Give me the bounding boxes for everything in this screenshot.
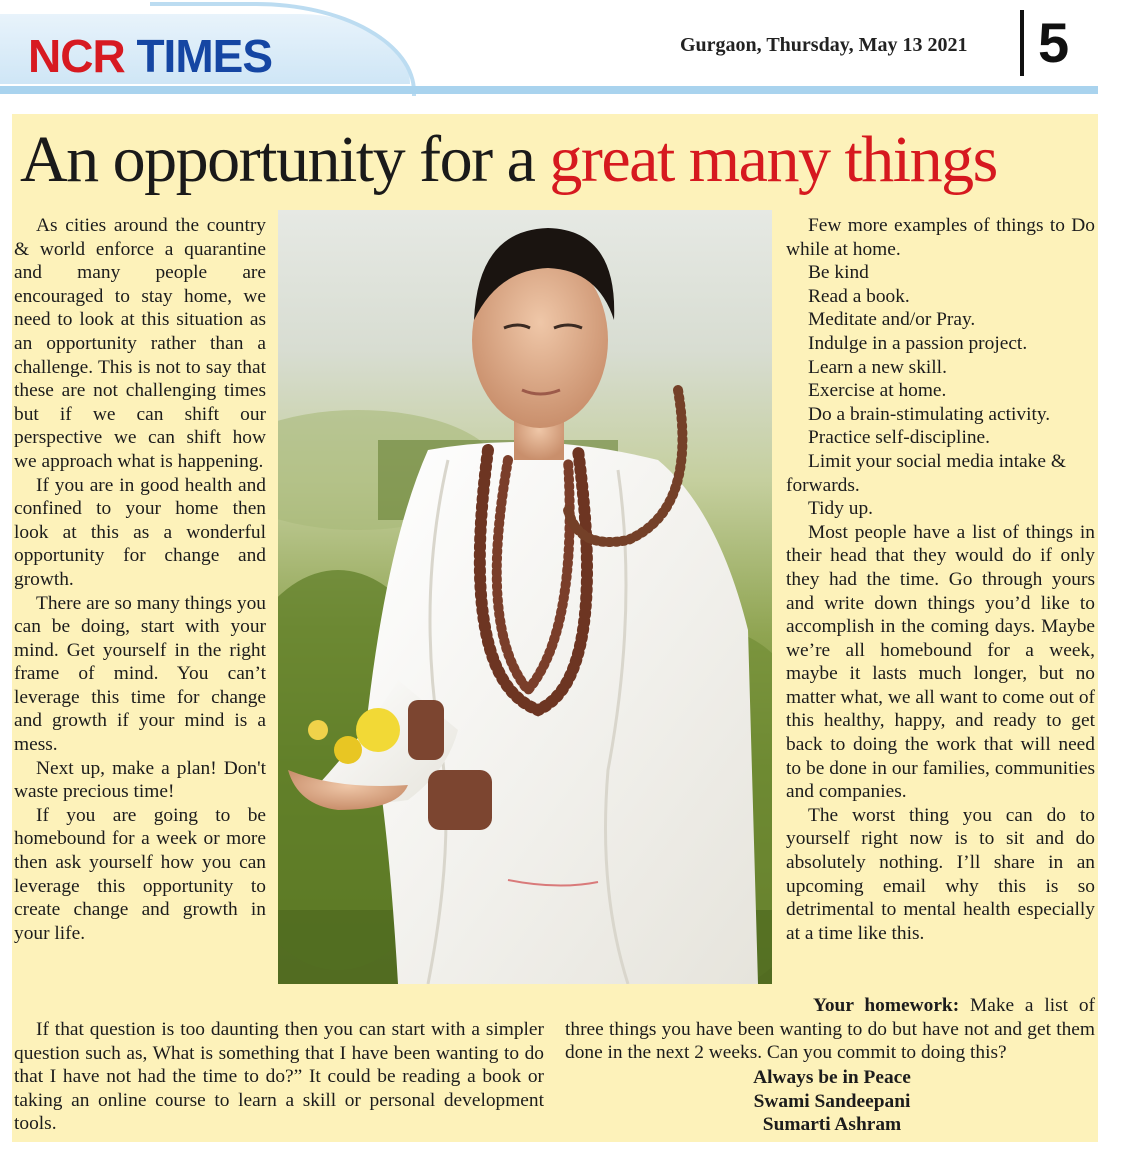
masthead (0, 0, 1124, 100)
right-column (786, 214, 1095, 945)
logo-ncr: NCR (28, 30, 125, 82)
paragraph: The worst thing you can do to yourself right now is to sit and do absolutely nothing. I’ll share in an upcoming email why this is so detrimental to mental health especially at a time like this. (786, 804, 1095, 944)
paragraph: As cities around the country & world enforce a quarantine and many people are encouraged to stay home, we need to look at this situation as an opportunity rather than a challenge. This is not to say that these are not challenging times but if we can shift our perspective we can shift how we approach what is happening. (14, 215, 266, 472)
header-rule (0, 86, 1098, 94)
list-item: Be kind (808, 262, 869, 284)
paragraph: Most people have a list of things in their head that they would do if only they had the time. Go through yours and write down things you’d like to accomplish in the coming days. Maybe we’re all homebound for a week, maybe it lasts much longer, but no matter what, we all want to come out of this healthy, happy, and ready to get back to doing the work that will need to be done in our families, communities and companies. (786, 521, 1095, 803)
paragraph: If you are in good health and confined to your home then look at this as a wonderful opportunity for change and growth. (14, 474, 266, 590)
homework-paragraph (565, 994, 1095, 1065)
list-item: Exercise at home. (808, 380, 947, 402)
headline-red: great many things (549, 123, 997, 196)
list-item: Tidy up. (808, 498, 874, 520)
list-item: Learn a new skill. (808, 356, 947, 378)
list-item: Meditate and/or Pray. (808, 309, 976, 331)
list-item: Read a book. (808, 285, 910, 307)
signature-line: Always be in Peace (753, 1067, 911, 1088)
list-item: Practice self-discipline. (808, 427, 990, 449)
newspaper-logo (28, 28, 272, 84)
paragraph: If you are going to be homebound for a week or more then ask yourself how you can leverage this opportunity to create change and growth in your life. (14, 804, 266, 944)
list-item: Limit your social media intake & forwards. (786, 450, 1066, 496)
paragraph: If that question is too daunting then you can start with a simpler question such as, What is something that I have been wanting to do that I have not had the time to do?” It could be reading a book or taking an online course to learn a skill or personal development tools. (14, 1019, 544, 1135)
headline (20, 118, 997, 202)
signature-place: Sumarti Ashram (762, 1114, 902, 1136)
header-divider (1020, 10, 1024, 76)
homework-text: Make a list of three things you have been wanting to do but have not and get them done in the next 2 weeks. Can you commit to doing this? (565, 995, 1095, 1064)
list-item: Do a brain-stimulating activity. (808, 403, 1051, 425)
logo-times: TIMES (124, 30, 273, 82)
monk-portrait-image (278, 210, 772, 984)
bottom-left-paragraph (14, 1018, 544, 1136)
homework-label: Your homework: (813, 995, 960, 1016)
paragraph (565, 994, 1095, 1065)
page-number: 5 (1038, 11, 1070, 74)
left-column (14, 214, 266, 945)
list-item: Indulge in a passion project. (808, 332, 1028, 354)
article (12, 114, 1098, 1142)
dateline: Gurgaon, Thursday, May 13 2021 (680, 34, 968, 56)
headline-black: An opportunity for a (20, 123, 550, 196)
article-photo (278, 210, 772, 984)
paragraph: Next up, make a plan! Don't waste precious time! (14, 757, 266, 803)
paragraph: Few more examples of things to Do while at home. (786, 215, 1095, 260)
paragraph: There are so many things you can be doing, start with your mind. Get yourself in the right frame of mind. You can’t leverage this time for change and growth if your mind is a mess. (14, 592, 266, 756)
signature-name: Swami Sandeepani (753, 1090, 911, 1112)
signature (702, 1066, 962, 1137)
